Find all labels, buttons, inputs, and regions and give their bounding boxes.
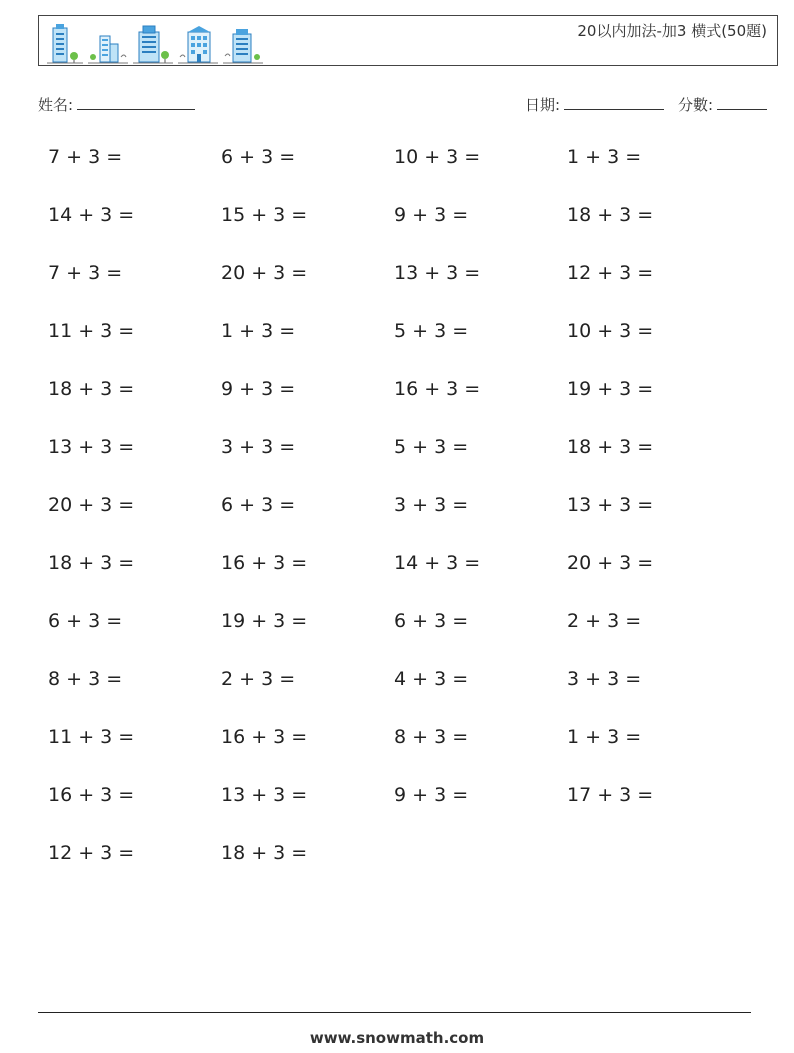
problem-item: 18 + 3 = <box>48 378 135 400</box>
problem-item: 13 + 3 = <box>221 784 308 806</box>
problem-item: 11 + 3 = <box>48 726 135 748</box>
problem-item: 18 + 3 = <box>567 204 654 226</box>
name-blank-line[interactable] <box>77 95 195 110</box>
apartment-icon <box>178 24 218 64</box>
problem-item: 20 + 3 = <box>48 494 135 516</box>
problem-item: 7 + 3 = <box>48 146 123 168</box>
problem-item: 18 + 3 = <box>221 842 308 864</box>
problem-item: 6 + 3 = <box>221 146 296 168</box>
problem-item: 1 + 3 = <box>221 320 296 342</box>
problem-item: 9 + 3 = <box>221 378 296 400</box>
problem-item: 15 + 3 = <box>221 204 308 226</box>
header-icons <box>47 20 263 64</box>
problem-item: 13 + 3 = <box>567 494 654 516</box>
building-tree-icon <box>88 24 128 64</box>
problem-item: 3 + 3 = <box>221 436 296 458</box>
problem-item: 7 + 3 = <box>48 262 123 284</box>
problem-item: 19 + 3 = <box>567 378 654 400</box>
problem-item: 1 + 3 = <box>567 146 642 168</box>
problem-item: 9 + 3 = <box>394 784 469 806</box>
problem-item: 2 + 3 = <box>567 610 642 632</box>
problem-item: 12 + 3 = <box>567 262 654 284</box>
problem-item: 20 + 3 = <box>567 552 654 574</box>
problem-item: 19 + 3 = <box>221 610 308 632</box>
date-blank-line[interactable] <box>564 95 664 110</box>
problem-item: 5 + 3 = <box>394 320 469 342</box>
problem-item: 10 + 3 = <box>394 146 481 168</box>
small-building-icon <box>223 24 263 64</box>
name-label: 姓名: <box>38 96 74 114</box>
problem-item: 13 + 3 = <box>48 436 135 458</box>
problem-item: 9 + 3 = <box>394 204 469 226</box>
date-label: 日期: <box>525 96 561 114</box>
problem-item: 16 + 3 = <box>394 378 481 400</box>
problem-item: 2 + 3 = <box>221 668 296 690</box>
problem-item: 20 + 3 = <box>221 262 308 284</box>
problem-item: 3 + 3 = <box>394 494 469 516</box>
building-icon <box>47 24 83 64</box>
date-field <box>525 94 664 115</box>
problem-item: 6 + 3 = <box>394 610 469 632</box>
problem-item: 16 + 3 = <box>221 552 308 574</box>
problem-item: 6 + 3 = <box>221 494 296 516</box>
problem-item: 4 + 3 = <box>394 668 469 690</box>
problem-item: 8 + 3 = <box>48 668 123 690</box>
problem-item: 11 + 3 = <box>48 320 135 342</box>
problem-item: 16 + 3 = <box>221 726 308 748</box>
problem-item: 18 + 3 = <box>567 436 654 458</box>
footer-divider <box>38 1012 751 1013</box>
problem-item: 14 + 3 = <box>394 552 481 574</box>
score-label: 分數: <box>678 96 714 114</box>
problem-item: 17 + 3 = <box>567 784 654 806</box>
problem-item: 10 + 3 = <box>567 320 654 342</box>
score-field <box>678 94 767 115</box>
footer-site: www.snowmath.com <box>309 1029 485 1047</box>
problem-item: 13 + 3 = <box>394 262 481 284</box>
problem-item: 12 + 3 = <box>48 842 135 864</box>
name-field <box>38 94 195 115</box>
problem-item: 6 + 3 = <box>48 610 123 632</box>
worksheet-header <box>38 15 778 66</box>
problem-item: 5 + 3 = <box>394 436 469 458</box>
problem-item: 16 + 3 = <box>48 784 135 806</box>
problem-item: 1 + 3 = <box>567 726 642 748</box>
score-blank-line[interactable] <box>717 95 767 110</box>
problem-grid <box>48 146 740 900</box>
problem-item: 18 + 3 = <box>48 552 135 574</box>
office-tower-icon <box>133 24 173 64</box>
problem-item: 8 + 3 = <box>394 726 469 748</box>
problem-item: 3 + 3 = <box>567 668 642 690</box>
problem-item: 14 + 3 = <box>48 204 135 226</box>
worksheet-title: 20以内加法-加3 横式(50題) <box>577 22 767 40</box>
